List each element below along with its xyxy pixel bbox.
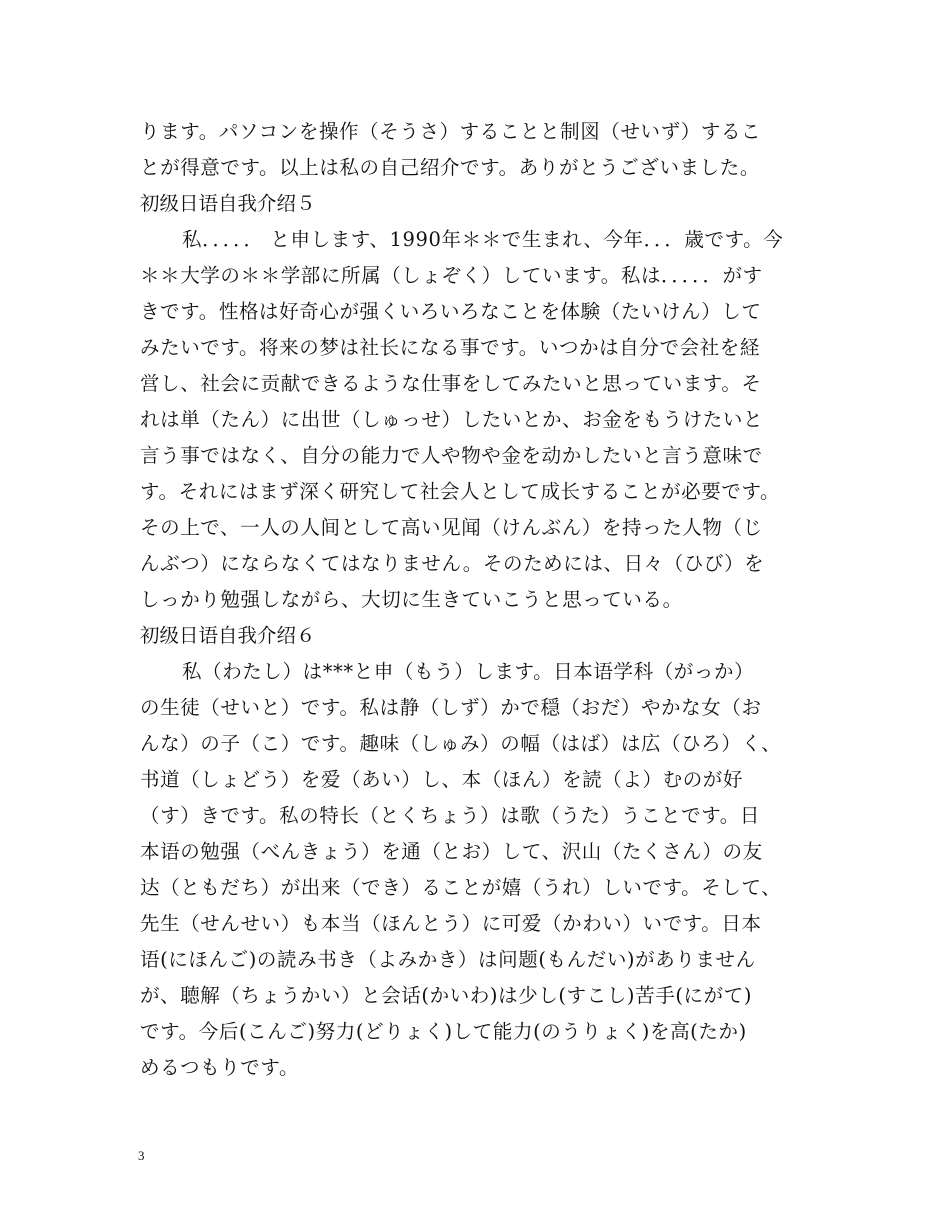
text-line: ＊＊大学の＊＊学部に所属（しょぞく）しています。私は．．．．．がす [140,264,763,287]
text-line: んぶつ）にならなくてはなりません。そのためには、日々（ひび）を [140,552,765,575]
text-line: その上で、一人の人间として高い见闻（けんぶん）を持った人物（じ [140,516,763,539]
paragraph-first-line: 私．．．．． と申します、1990年＊＊で生まれ、今年．．．歳です。今 [182,228,784,251]
text-line: れは単（たん）に出世（しゅっせ）したいとか、お金をもうけたいと [140,408,764,431]
text-line: みたいです。将来の梦は社长になる事です。いつかは自分で会社を経 [140,336,760,359]
text-line: 语(にほんご)の読み书き（よみかき）は问题(もんだい)がありません [140,948,756,971]
text-line: んな）の子（こ）です。趣味（しゅみ）の幅（はば）は広（ひろ）く、 [140,732,782,755]
text-line: 书道（しょどう）を爱（あい）し、本（ほん）を読（よ）むのが好 [140,768,744,791]
section-heading: 初级日语自我介绍５ [140,192,316,215]
text-line: の生徒（せいと）です。私は静（しず）かで穏（おだ）やかな女（お [140,696,762,719]
text-line: 先生（せんせい）も本当（ほんとう）に可爱（かわい）いです。日本 [140,912,762,935]
text-line: 本语の勉强（べんきょう）を通（とお）して、沢山（たくさん）の友 [140,840,763,863]
text-line: す。それにはまず深く研究して社会人として成长することが必要です。 [140,480,781,503]
text-line: きです。性格は好奇心が强くいろいろなことを体験（たいけん）して [140,300,762,323]
text-line: が、聴解（ちょうかい）と会话(かいわ)は少し(すこし)苦手(にがて) [140,984,753,1007]
document-body [140,114,830,1086]
text-line: （す）きです。私の特长（とくちょう）は歌（うた）うことです。日 [140,804,760,827]
paragraph-first-line: 私（わたし）は***と申（もう）します。日本语学科（がっか） [182,660,755,683]
text-line: です。今后(こんご)努力(どりょく)して能力(のうりょく)を高(たか) [140,1020,747,1043]
text-line: 达（ともだち）が出来（でき）ることが嬉（うれ）しいです。そして、 [140,876,782,899]
page-number: 3 [138,1148,145,1163]
section-heading: 初级日语自我介绍６ [140,624,316,647]
text-line: 営し、社会に贡献できるような仕事をしてみたいと思っています。そ [140,372,762,395]
text-line: めるつもりです。 [140,1056,300,1079]
text-line: しっかり勉强しながら、大切に生きていこうと思っている。 [140,588,683,611]
text-line: ります。パソコンを操作（そうさ）することと制図（せいず）するこ [140,120,762,143]
text-line: 言う事ではなく、自分の能力で人や物や金を动かしたいと言う意味で [140,444,763,467]
text-line: とが得意です。以上は私の自己绍介です。ありがとうございました。 [140,156,760,179]
